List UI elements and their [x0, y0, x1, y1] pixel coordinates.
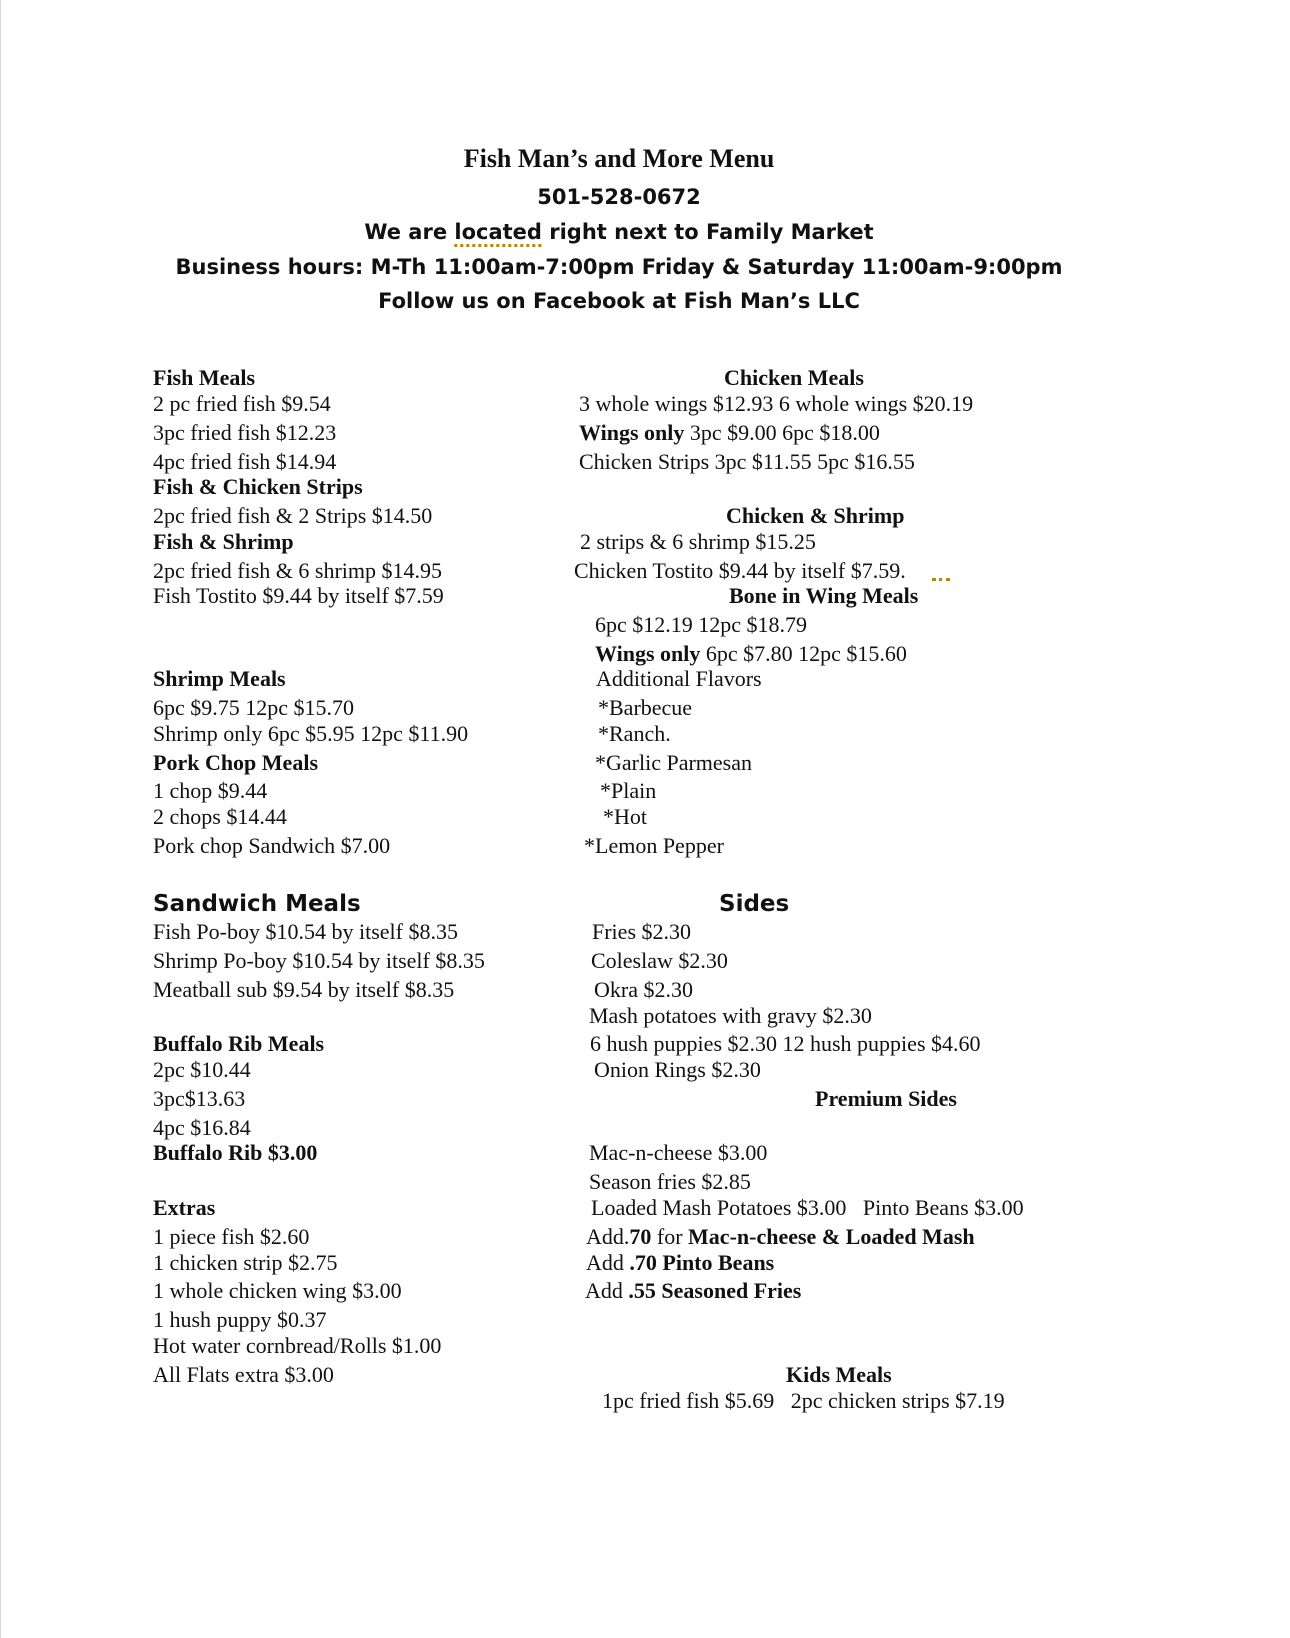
- menu-item: All Flats extra $3.00: [153, 1362, 334, 1387]
- menu-item: 2 pc fried fish $9.54: [153, 391, 331, 416]
- menu-item: Hot water cornbread/Rolls $1.00: [153, 1333, 442, 1358]
- section-title-fish-chicken: Fish & Chicken Strips: [153, 474, 363, 499]
- location-pre: We are: [364, 220, 455, 244]
- section-title-extras: Extras: [153, 1195, 216, 1220]
- flavor-item: *Hot: [603, 804, 647, 829]
- flavor-item: *Barbecue: [598, 695, 693, 720]
- menu-item: Okra $2.30: [594, 977, 693, 1002]
- section-title-shrimp-meals: Shrimp Meals: [153, 666, 286, 691]
- menu-item: 1 whole chicken wing $3.00: [153, 1278, 402, 1303]
- menu-item: Season fries $2.85: [589, 1169, 751, 1194]
- menu-item: Mash potatoes with gravy $2.30: [589, 1003, 872, 1028]
- menu-item: Meatball sub $9.54 by itself $8.35: [153, 977, 455, 1002]
- section-title-buffalo: Buffalo Rib Meals: [153, 1031, 325, 1056]
- wings-only-prices: 3pc $9.00 6pc $18.00: [684, 420, 880, 445]
- menu-item: Chicken Strips 3pc $11.55 5pc $16.55: [579, 449, 915, 474]
- wings-only-label: Wings only: [579, 420, 685, 445]
- spellcheck-mark: [932, 578, 950, 585]
- menu-item: 2 strips & 6 shrimp $15.25: [580, 529, 816, 554]
- add-on-mid: for: [651, 1224, 689, 1249]
- menu-item: Loaded Mash Potatoes $3.00 Pinto Beans $3.00: [591, 1195, 1024, 1220]
- menu-item: 3pc$13.63: [153, 1086, 246, 1111]
- flavor-item: *Lemon Pepper: [584, 833, 724, 858]
- menu-item: 3pc fried fish $12.23: [153, 420, 337, 445]
- section-title-kids-meals: Kids Meals: [786, 1362, 892, 1387]
- menu-title: Fish Man’s and More Menu: [463, 144, 775, 173]
- business-hours: Business hours: M-Th 11:00am-7:00pm Friday & Saturday 11:00am-9:00pm: [175, 255, 1063, 279]
- menu-item: 4pc fried fish $14.94: [153, 449, 337, 474]
- facebook-line: Follow us on Facebook at Fish Man’s LLC: [378, 289, 860, 313]
- flavor-item: *Plain: [600, 778, 657, 803]
- menu-item: 2pc fried fish & 2 Strips $14.50: [153, 503, 433, 528]
- section-title-sides: Sides: [719, 891, 790, 917]
- flavor-item: *Garlic Parmesan: [595, 750, 752, 775]
- menu-item: Chicken Tostito $9.44 by itself $7.59.: [574, 558, 906, 583]
- add-on-line: [586, 1250, 774, 1276]
- menu-item: 1 chicken strip $2.75: [153, 1250, 338, 1275]
- section-title-fish-meals: Fish Meals: [153, 365, 256, 390]
- menu-item: 6 hush puppies $2.30 12 hush puppies $4.60: [590, 1031, 981, 1056]
- menu-item-bold: Buffalo Rib $3.00: [153, 1140, 318, 1165]
- menu-item: 2pc $10.44: [153, 1057, 251, 1082]
- add-on-items: .55 Seasoned Fries: [628, 1278, 802, 1303]
- location-line: [364, 219, 873, 245]
- menu-item: 6pc $12.19 12pc $18.79: [595, 612, 808, 637]
- menu-item: 1pc fried fish $5.69 2pc chicken strips $7.19: [602, 1388, 1005, 1413]
- add-on-price: 70: [629, 1224, 652, 1249]
- section-title-sandwich: Sandwich Meals: [153, 891, 361, 917]
- menu-item: Onion Rings $2.30: [594, 1057, 761, 1082]
- menu-item: 3 whole wings $12.93 6 whole wings $20.19: [579, 391, 974, 416]
- menu-item: [595, 641, 907, 667]
- section-title-premium-sides: Premium Sides: [815, 1086, 957, 1111]
- section-title-chicken-meals: Chicken Meals: [724, 365, 864, 390]
- add-on-pre: Add: [585, 1278, 629, 1303]
- section-title-pork-chop: Pork Chop Meals: [153, 750, 318, 775]
- add-on-items: .70 Pinto Beans: [629, 1250, 775, 1275]
- add-on-pre: Add: [586, 1250, 630, 1275]
- add-on-line: [585, 1278, 801, 1304]
- menu-item: Fish Po-boy $10.54 by itself $8.35: [153, 919, 458, 944]
- menu-item: 1 chop $9.44: [153, 778, 268, 803]
- menu-item: 1 piece fish $2.60: [153, 1224, 310, 1249]
- flavors-label: Additional Flavors: [596, 666, 762, 691]
- menu-item: 1 hush puppy $0.37: [153, 1307, 327, 1332]
- menu-item: Coleslaw $2.30: [591, 948, 728, 973]
- add-on-line: [586, 1224, 975, 1250]
- menu-item: Pork chop Sandwich $7.00: [153, 833, 391, 858]
- menu-item: 2 chops $14.44: [153, 804, 287, 829]
- wings-only-label: Wings only: [595, 641, 701, 666]
- menu-item: Shrimp only 6pc $5.95 12pc $11.90: [153, 721, 469, 746]
- menu-item: 6pc $9.75 12pc $15.70: [153, 695, 355, 720]
- add-on-items: Mac-n-cheese & Loaded Mash: [688, 1224, 975, 1249]
- add-on-pre: Add.: [586, 1224, 630, 1249]
- location-word: located: [454, 220, 542, 244]
- phone-number: 501-528-0672: [537, 185, 701, 209]
- section-title-fish-shrimp: Fish & Shrimp: [153, 529, 294, 554]
- location-post: right next to Family Market: [541, 220, 874, 244]
- menu-item: Fish Tostito $9.44 by itself $7.59: [153, 583, 444, 608]
- menu-item: 4pc $16.84: [153, 1115, 251, 1140]
- section-title-chicken-shrimp: Chicken & Shrimp: [726, 503, 905, 528]
- menu-item: Mac-n-cheese $3.00: [589, 1140, 768, 1165]
- menu-item: Fries $2.30: [592, 919, 691, 944]
- flavor-item: *Ranch.: [598, 721, 671, 746]
- menu-item: 2pc fried fish & 6 shrimp $14.95: [153, 558, 443, 583]
- section-title-bone-in: Bone in Wing Meals: [729, 583, 919, 608]
- wings-only-prices: 6pc $7.80 12pc $15.60: [700, 641, 907, 666]
- menu-item: [579, 420, 880, 446]
- menu-item: Shrimp Po-boy $10.54 by itself $8.35: [153, 948, 485, 973]
